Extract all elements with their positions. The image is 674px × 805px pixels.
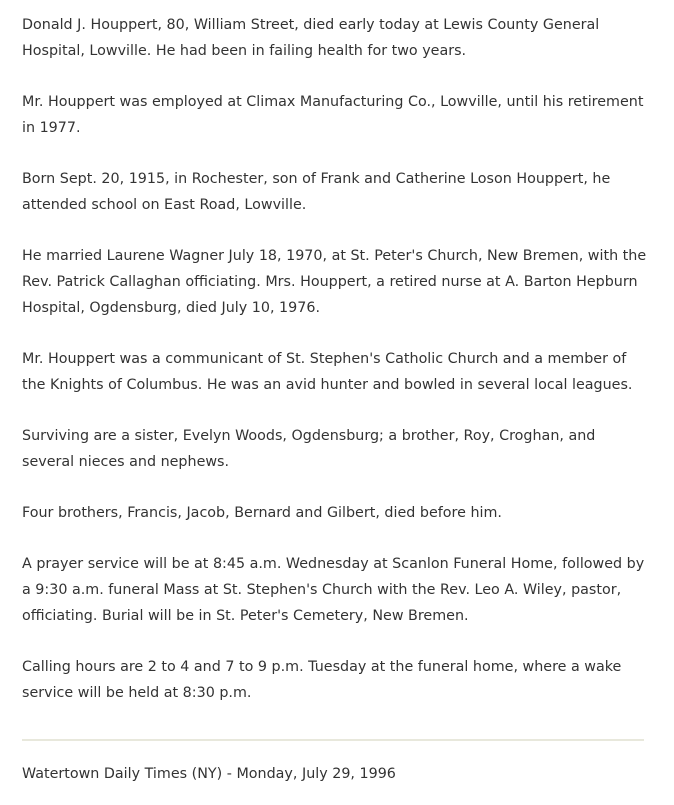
obituary-paragraph-marriage: He married Laurene Wagner July 18, 1970, at St. Peter's Church, New Bremen, with the Rev. Patrick Callaghan officiating. Mrs. Houppert, a retired nurse at A. Barton Hepburn Hospital, Ogdensburg, died July 10, 1976.: [22, 248, 647, 316]
obituary-paragraph-calling-hours: Calling hours are 2 to 4 and 7 to 9 p.m. Tuesday at the funeral home, where a wake service will be held at 8:30 p.m.: [22, 659, 622, 701]
obituary-paragraph-predeceased: Four brothers, Francis, Jacob, Bernard and Gilbert, died before him.: [22, 505, 502, 521]
obituary-paragraph-survivors: Surviving are a sister, Evelyn Woods, Ogdensburg; a brother, Roy, Croghan, and several nieces and nephews.: [22, 428, 596, 470]
source-citation: Watertown Daily Times (NY) - Monday, July 29, 1996: [22, 766, 396, 782]
obituary-paragraph-affiliations: Mr. Houppert was a communicant of St. Stephen's Catholic Church and a member of the Knights of Columbus. He was an avid hunter and bowled in several local leagues.: [22, 351, 633, 393]
obituary-article: [22, 12, 652, 706]
obituary-paragraph-birth: Born Sept. 20, 1915, in Rochester, son of Frank and Catherine Loson Houppert, he attended school on East Road, Lowville.: [22, 171, 611, 213]
section-divider: [22, 739, 644, 741]
obituary-paragraph-services: A prayer service will be at 8:45 a.m. Wednesday at Scanlon Funeral Home, followed by a 9:30 a.m. funeral Mass at St. Stephen's Church with the Rev. Leo A. Wiley, pastor, officiating. Burial will be in St. Peter's Cemetery, New Bremen.: [22, 556, 645, 624]
obituary-paragraph-employment: Mr. Houppert was employed at Climax Manufacturing Co., Lowville, until his retirement in 1977.: [22, 94, 644, 136]
obituary-paragraph-death: Donald J. Houppert, 80, William Street, died early today at Lewis County General Hospital, Lowville. He had been in failing health for two years.: [22, 17, 600, 59]
